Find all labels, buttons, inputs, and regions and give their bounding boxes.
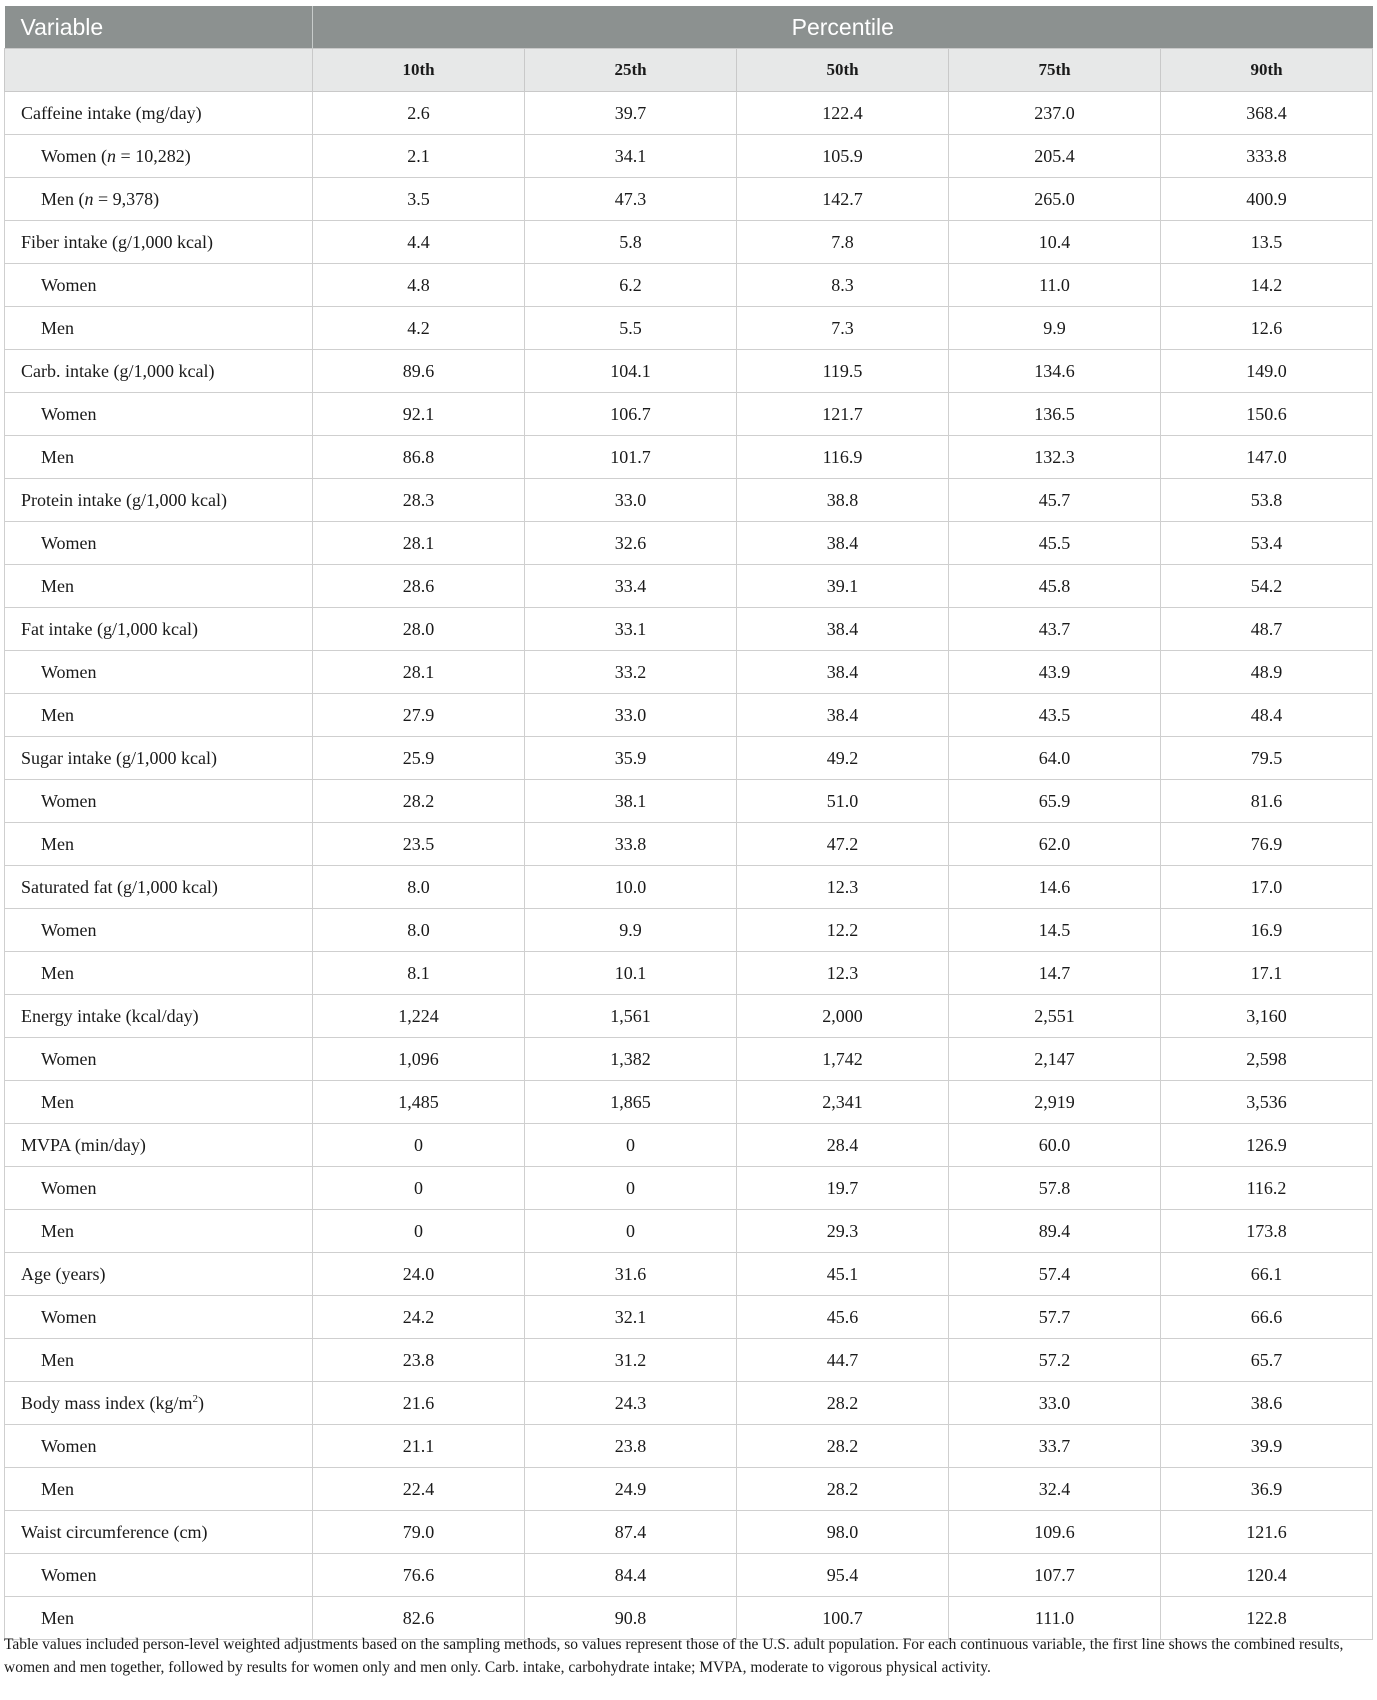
row-label: Men bbox=[5, 1210, 313, 1253]
row-label: Women bbox=[5, 1296, 313, 1339]
row-label: Women bbox=[5, 522, 313, 565]
value-cell-50th: 116.9 bbox=[737, 436, 949, 479]
row-label-text: = 9,378) bbox=[93, 188, 160, 209]
value-cell-50th: 45.1 bbox=[737, 1253, 949, 1296]
value-cell-50th: 49.2 bbox=[737, 737, 949, 780]
table-row bbox=[5, 737, 1373, 780]
value-cell-90th: 122.8 bbox=[1161, 1597, 1373, 1640]
value-cell-25th: 5.8 bbox=[525, 221, 737, 264]
table-row bbox=[5, 1339, 1373, 1382]
value-cell-50th: 121.7 bbox=[737, 393, 949, 436]
value-cell-90th: 3,536 bbox=[1161, 1081, 1373, 1124]
value-cell-75th: 2,147 bbox=[949, 1038, 1161, 1081]
value-cell-50th: 8.3 bbox=[737, 264, 949, 307]
value-cell-25th: 0 bbox=[525, 1124, 737, 1167]
value-cell-90th: 147.0 bbox=[1161, 436, 1373, 479]
table-row bbox=[5, 1425, 1373, 1468]
value-cell-10th: 76.6 bbox=[313, 1554, 525, 1597]
subheader-row bbox=[5, 49, 1373, 92]
value-cell-25th: 38.1 bbox=[525, 780, 737, 823]
value-cell-10th: 79.0 bbox=[313, 1511, 525, 1554]
table-row bbox=[5, 135, 1373, 178]
row-label-italic: n bbox=[84, 188, 94, 209]
value-cell-25th: 1,561 bbox=[525, 995, 737, 1038]
value-cell-10th: 8.0 bbox=[313, 866, 525, 909]
value-cell-90th: 65.7 bbox=[1161, 1339, 1373, 1382]
value-cell-25th: 104.1 bbox=[525, 350, 737, 393]
value-cell-75th: 64.0 bbox=[949, 737, 1161, 780]
value-cell-75th: 2,919 bbox=[949, 1081, 1161, 1124]
value-cell-50th: 1,742 bbox=[737, 1038, 949, 1081]
table-row bbox=[5, 92, 1373, 135]
row-label: Saturated fat (g/1,000 kcal) bbox=[5, 866, 313, 909]
value-cell-75th: 132.3 bbox=[949, 436, 1161, 479]
value-cell-50th: 119.5 bbox=[737, 350, 949, 393]
value-cell-10th: 3.5 bbox=[313, 178, 525, 221]
row-label: Waist circumference (cm) bbox=[5, 1511, 313, 1554]
row-label: Men bbox=[5, 1468, 313, 1511]
value-cell-90th: 333.8 bbox=[1161, 135, 1373, 178]
value-cell-10th: 2.6 bbox=[313, 92, 525, 135]
row-label: Protein intake (g/1,000 kcal) bbox=[5, 479, 313, 522]
row-label: Fiber intake (g/1,000 kcal) bbox=[5, 221, 313, 264]
row-label: Men bbox=[5, 1597, 313, 1640]
value-cell-50th: 38.4 bbox=[737, 694, 949, 737]
value-cell-50th: 100.7 bbox=[737, 1597, 949, 1640]
value-cell-90th: 48.9 bbox=[1161, 651, 1373, 694]
value-cell-75th: 109.6 bbox=[949, 1511, 1161, 1554]
value-cell-50th: 38.4 bbox=[737, 608, 949, 651]
value-cell-75th: 89.4 bbox=[949, 1210, 1161, 1253]
table-row bbox=[5, 393, 1373, 436]
value-cell-75th: 11.0 bbox=[949, 264, 1161, 307]
value-cell-90th: 116.2 bbox=[1161, 1167, 1373, 1210]
value-cell-25th: 35.9 bbox=[525, 737, 737, 780]
row-label: Women bbox=[5, 1038, 313, 1081]
value-cell-10th: 28.3 bbox=[313, 479, 525, 522]
value-cell-10th: 2.1 bbox=[313, 135, 525, 178]
value-cell-90th: 53.4 bbox=[1161, 522, 1373, 565]
value-cell-50th: 12.3 bbox=[737, 866, 949, 909]
value-cell-10th: 4.8 bbox=[313, 264, 525, 307]
value-cell-75th: 32.4 bbox=[949, 1468, 1161, 1511]
value-cell-10th: 21.6 bbox=[313, 1382, 525, 1425]
value-cell-25th: 32.1 bbox=[525, 1296, 737, 1339]
value-cell-10th: 22.4 bbox=[313, 1468, 525, 1511]
value-cell-10th: 4.2 bbox=[313, 307, 525, 350]
value-cell-25th: 87.4 bbox=[525, 1511, 737, 1554]
value-cell-75th: 45.8 bbox=[949, 565, 1161, 608]
value-cell-10th: 8.0 bbox=[313, 909, 525, 952]
value-cell-75th: 57.2 bbox=[949, 1339, 1161, 1382]
value-cell-25th: 32.6 bbox=[525, 522, 737, 565]
table-row bbox=[5, 952, 1373, 995]
value-cell-25th: 31.6 bbox=[525, 1253, 737, 1296]
value-cell-25th: 6.2 bbox=[525, 264, 737, 307]
value-cell-50th: 28.2 bbox=[737, 1468, 949, 1511]
row-label-text: Men ( bbox=[41, 188, 85, 209]
table-row bbox=[5, 651, 1373, 694]
value-cell-75th: 43.5 bbox=[949, 694, 1161, 737]
row-label: Women bbox=[5, 264, 313, 307]
value-cell-25th: 33.8 bbox=[525, 823, 737, 866]
value-cell-25th: 33.1 bbox=[525, 608, 737, 651]
value-cell-75th: 45.5 bbox=[949, 522, 1161, 565]
value-cell-75th: 14.6 bbox=[949, 866, 1161, 909]
value-cell-90th: 17.0 bbox=[1161, 866, 1373, 909]
table-footnote: Table values included person-level weighted adjustments based on the sampling methods, so values represent those of the U.S. adult population. For each continuous variable, the first line shows the combined results, women and men together, followed by results for women only and men only. Carb. intake, carbohydrate intake; MVPA, moderate to vigorous physical activity. bbox=[4, 1636, 1344, 1676]
value-cell-10th: 1,096 bbox=[313, 1038, 525, 1081]
table-row bbox=[5, 479, 1373, 522]
value-cell-75th: 43.7 bbox=[949, 608, 1161, 651]
value-cell-75th: 134.6 bbox=[949, 350, 1161, 393]
percentile-header-50th: 50th bbox=[737, 49, 949, 92]
row-label-superscript: 2 bbox=[192, 1392, 198, 1405]
table-row bbox=[5, 307, 1373, 350]
value-cell-90th: 150.6 bbox=[1161, 393, 1373, 436]
value-cell-25th: 0 bbox=[525, 1167, 737, 1210]
value-cell-75th: 60.0 bbox=[949, 1124, 1161, 1167]
value-cell-90th: 39.9 bbox=[1161, 1425, 1373, 1468]
table-header bbox=[5, 6, 1373, 92]
value-cell-90th: 16.9 bbox=[1161, 909, 1373, 952]
value-cell-90th: 2,598 bbox=[1161, 1038, 1373, 1081]
value-cell-90th: 81.6 bbox=[1161, 780, 1373, 823]
row-label: Women bbox=[5, 1554, 313, 1597]
value-cell-25th: 5.5 bbox=[525, 307, 737, 350]
value-cell-90th: 121.6 bbox=[1161, 1511, 1373, 1554]
row-label-text: Women ( bbox=[41, 145, 108, 166]
table-row bbox=[5, 1554, 1373, 1597]
row-label: Men bbox=[5, 1339, 313, 1382]
value-cell-90th: 53.8 bbox=[1161, 479, 1373, 522]
table-row bbox=[5, 436, 1373, 479]
value-cell-75th: 205.4 bbox=[949, 135, 1161, 178]
value-cell-10th: 92.1 bbox=[313, 393, 525, 436]
value-cell-90th: 13.5 bbox=[1161, 221, 1373, 264]
value-cell-25th: 33.2 bbox=[525, 651, 737, 694]
value-cell-75th: 57.7 bbox=[949, 1296, 1161, 1339]
value-cell-10th: 23.8 bbox=[313, 1339, 525, 1382]
value-cell-25th: 90.8 bbox=[525, 1597, 737, 1640]
row-label bbox=[5, 1382, 313, 1425]
row-label: Men bbox=[5, 565, 313, 608]
table-row bbox=[5, 264, 1373, 307]
value-cell-25th: 1,865 bbox=[525, 1081, 737, 1124]
row-label: Men bbox=[5, 952, 313, 995]
row-label-text: Body mass index (kg/m bbox=[21, 1392, 193, 1413]
table-row bbox=[5, 1468, 1373, 1511]
percentile-table bbox=[4, 6, 1373, 1640]
table-row bbox=[5, 1081, 1373, 1124]
value-cell-50th: 38.4 bbox=[737, 522, 949, 565]
value-cell-10th: 27.9 bbox=[313, 694, 525, 737]
row-label bbox=[5, 178, 313, 221]
subheader-blank-cell bbox=[5, 49, 313, 92]
table-row bbox=[5, 1253, 1373, 1296]
value-cell-50th: 45.6 bbox=[737, 1296, 949, 1339]
value-cell-50th: 28.2 bbox=[737, 1425, 949, 1468]
value-cell-10th: 28.0 bbox=[313, 608, 525, 651]
row-label: Men bbox=[5, 823, 313, 866]
value-cell-10th: 28.1 bbox=[313, 651, 525, 694]
value-cell-50th: 38.8 bbox=[737, 479, 949, 522]
value-cell-25th: 106.7 bbox=[525, 393, 737, 436]
value-cell-10th: 28.2 bbox=[313, 780, 525, 823]
value-cell-50th: 2,000 bbox=[737, 995, 949, 1038]
table-row bbox=[5, 350, 1373, 393]
row-label: Women bbox=[5, 909, 313, 952]
value-cell-90th: 14.2 bbox=[1161, 264, 1373, 307]
percentile-header-10th: 10th bbox=[313, 49, 525, 92]
table-row bbox=[5, 608, 1373, 651]
table-row bbox=[5, 1210, 1373, 1253]
row-label: Women bbox=[5, 651, 313, 694]
table-row bbox=[5, 1124, 1373, 1167]
value-cell-10th: 4.4 bbox=[313, 221, 525, 264]
value-cell-50th: 95.4 bbox=[737, 1554, 949, 1597]
value-cell-10th: 28.6 bbox=[313, 565, 525, 608]
variable-column-header: Variable bbox=[5, 6, 313, 49]
row-label-italic: n bbox=[107, 145, 117, 166]
value-cell-75th: 136.5 bbox=[949, 393, 1161, 436]
value-cell-75th: 14.5 bbox=[949, 909, 1161, 952]
value-cell-25th: 33.0 bbox=[525, 694, 737, 737]
value-cell-90th: 12.6 bbox=[1161, 307, 1373, 350]
table-row bbox=[5, 178, 1373, 221]
value-cell-50th: 19.7 bbox=[737, 1167, 949, 1210]
value-cell-90th: 36.9 bbox=[1161, 1468, 1373, 1511]
row-label: Women bbox=[5, 1425, 313, 1468]
value-cell-10th: 1,485 bbox=[313, 1081, 525, 1124]
value-cell-25th: 31.2 bbox=[525, 1339, 737, 1382]
value-cell-25th: 33.0 bbox=[525, 479, 737, 522]
value-cell-75th: 57.4 bbox=[949, 1253, 1161, 1296]
value-cell-10th: 0 bbox=[313, 1210, 525, 1253]
value-cell-50th: 142.7 bbox=[737, 178, 949, 221]
row-label: Age (years) bbox=[5, 1253, 313, 1296]
value-cell-25th: 0 bbox=[525, 1210, 737, 1253]
value-cell-25th: 33.4 bbox=[525, 565, 737, 608]
value-cell-90th: 54.2 bbox=[1161, 565, 1373, 608]
table-row bbox=[5, 522, 1373, 565]
value-cell-25th: 101.7 bbox=[525, 436, 737, 479]
value-cell-25th: 24.9 bbox=[525, 1468, 737, 1511]
value-cell-50th: 39.1 bbox=[737, 565, 949, 608]
table-row bbox=[5, 866, 1373, 909]
value-cell-10th: 1,224 bbox=[313, 995, 525, 1038]
table-row bbox=[5, 909, 1373, 952]
value-cell-50th: 7.8 bbox=[737, 221, 949, 264]
table-row bbox=[5, 1167, 1373, 1210]
value-cell-10th: 82.6 bbox=[313, 1597, 525, 1640]
value-cell-75th: 111.0 bbox=[949, 1597, 1161, 1640]
value-cell-10th: 86.8 bbox=[313, 436, 525, 479]
value-cell-25th: 23.8 bbox=[525, 1425, 737, 1468]
value-cell-25th: 24.3 bbox=[525, 1382, 737, 1425]
value-cell-90th: 17.1 bbox=[1161, 952, 1373, 995]
value-cell-10th: 23.5 bbox=[313, 823, 525, 866]
value-cell-10th: 89.6 bbox=[313, 350, 525, 393]
value-cell-75th: 33.0 bbox=[949, 1382, 1161, 1425]
value-cell-75th: 237.0 bbox=[949, 92, 1161, 135]
value-cell-90th: 38.6 bbox=[1161, 1382, 1373, 1425]
value-cell-90th: 149.0 bbox=[1161, 350, 1373, 393]
value-cell-50th: 12.2 bbox=[737, 909, 949, 952]
table-body bbox=[5, 92, 1373, 1640]
value-cell-75th: 107.7 bbox=[949, 1554, 1161, 1597]
value-cell-50th: 51.0 bbox=[737, 780, 949, 823]
value-cell-25th: 34.1 bbox=[525, 135, 737, 178]
row-label: Women bbox=[5, 1167, 313, 1210]
table-row bbox=[5, 565, 1373, 608]
row-label bbox=[5, 135, 313, 178]
percentile-group-header: Percentile bbox=[313, 6, 1373, 49]
value-cell-25th: 1,382 bbox=[525, 1038, 737, 1081]
row-label: Men bbox=[5, 436, 313, 479]
percentile-header-75th: 75th bbox=[949, 49, 1161, 92]
table-row bbox=[5, 694, 1373, 737]
row-label: Caffeine intake (mg/day) bbox=[5, 92, 313, 135]
value-cell-75th: 62.0 bbox=[949, 823, 1161, 866]
value-cell-90th: 79.5 bbox=[1161, 737, 1373, 780]
table-row bbox=[5, 780, 1373, 823]
row-label: Carb. intake (g/1,000 kcal) bbox=[5, 350, 313, 393]
row-label: Women bbox=[5, 393, 313, 436]
value-cell-75th: 9.9 bbox=[949, 307, 1161, 350]
value-cell-10th: 24.0 bbox=[313, 1253, 525, 1296]
percentile-table-container bbox=[4, 6, 1372, 1640]
value-cell-90th: 48.7 bbox=[1161, 608, 1373, 651]
value-cell-50th: 28.4 bbox=[737, 1124, 949, 1167]
value-cell-50th: 28.2 bbox=[737, 1382, 949, 1425]
value-cell-75th: 265.0 bbox=[949, 178, 1161, 221]
value-cell-50th: 2,341 bbox=[737, 1081, 949, 1124]
value-cell-75th: 2,551 bbox=[949, 995, 1161, 1038]
value-cell-75th: 45.7 bbox=[949, 479, 1161, 522]
row-label-text: ) bbox=[198, 1392, 204, 1413]
value-cell-25th: 10.1 bbox=[525, 952, 737, 995]
value-cell-90th: 368.4 bbox=[1161, 92, 1373, 135]
value-cell-50th: 47.2 bbox=[737, 823, 949, 866]
value-cell-50th: 44.7 bbox=[737, 1339, 949, 1382]
value-cell-50th: 7.3 bbox=[737, 307, 949, 350]
value-cell-90th: 126.9 bbox=[1161, 1124, 1373, 1167]
row-label-text: = 10,282) bbox=[116, 145, 191, 166]
percentile-header-90th: 90th bbox=[1161, 49, 1373, 92]
row-label: Sugar intake (g/1,000 kcal) bbox=[5, 737, 313, 780]
value-cell-10th: 24.2 bbox=[313, 1296, 525, 1339]
value-cell-75th: 10.4 bbox=[949, 221, 1161, 264]
value-cell-50th: 98.0 bbox=[737, 1511, 949, 1554]
table-row bbox=[5, 1296, 1373, 1339]
table-row bbox=[5, 1382, 1373, 1425]
value-cell-90th: 120.4 bbox=[1161, 1554, 1373, 1597]
value-cell-90th: 48.4 bbox=[1161, 694, 1373, 737]
row-label: Men bbox=[5, 694, 313, 737]
value-cell-10th: 21.1 bbox=[313, 1425, 525, 1468]
row-label: MVPA (min/day) bbox=[5, 1124, 313, 1167]
table-row bbox=[5, 1511, 1373, 1554]
row-label: Fat intake (g/1,000 kcal) bbox=[5, 608, 313, 651]
value-cell-50th: 29.3 bbox=[737, 1210, 949, 1253]
value-cell-50th: 122.4 bbox=[737, 92, 949, 135]
value-cell-75th: 33.7 bbox=[949, 1425, 1161, 1468]
value-cell-25th: 9.9 bbox=[525, 909, 737, 952]
value-cell-10th: 25.9 bbox=[313, 737, 525, 780]
value-cell-10th: 8.1 bbox=[313, 952, 525, 995]
value-cell-10th: 0 bbox=[313, 1167, 525, 1210]
percentile-header-25th: 25th bbox=[525, 49, 737, 92]
value-cell-90th: 400.9 bbox=[1161, 178, 1373, 221]
value-cell-75th: 57.8 bbox=[949, 1167, 1161, 1210]
value-cell-90th: 173.8 bbox=[1161, 1210, 1373, 1253]
row-label: Men bbox=[5, 307, 313, 350]
table-row bbox=[5, 995, 1373, 1038]
table-row bbox=[5, 221, 1373, 264]
value-cell-10th: 28.1 bbox=[313, 522, 525, 565]
value-cell-25th: 47.3 bbox=[525, 178, 737, 221]
value-cell-50th: 38.4 bbox=[737, 651, 949, 694]
value-cell-90th: 3,160 bbox=[1161, 995, 1373, 1038]
row-label: Men bbox=[5, 1081, 313, 1124]
value-cell-10th: 0 bbox=[313, 1124, 525, 1167]
value-cell-75th: 65.9 bbox=[949, 780, 1161, 823]
table-row bbox=[5, 1038, 1373, 1081]
value-cell-50th: 12.3 bbox=[737, 952, 949, 995]
table-row bbox=[5, 823, 1373, 866]
value-cell-75th: 43.9 bbox=[949, 651, 1161, 694]
value-cell-25th: 10.0 bbox=[525, 866, 737, 909]
value-cell-90th: 66.6 bbox=[1161, 1296, 1373, 1339]
value-cell-75th: 14.7 bbox=[949, 952, 1161, 995]
value-cell-50th: 105.9 bbox=[737, 135, 949, 178]
value-cell-90th: 66.1 bbox=[1161, 1253, 1373, 1296]
header-row bbox=[5, 6, 1373, 49]
value-cell-25th: 84.4 bbox=[525, 1554, 737, 1597]
value-cell-90th: 76.9 bbox=[1161, 823, 1373, 866]
row-label: Energy intake (kcal/day) bbox=[5, 995, 313, 1038]
row-label: Women bbox=[5, 780, 313, 823]
value-cell-25th: 39.7 bbox=[525, 92, 737, 135]
